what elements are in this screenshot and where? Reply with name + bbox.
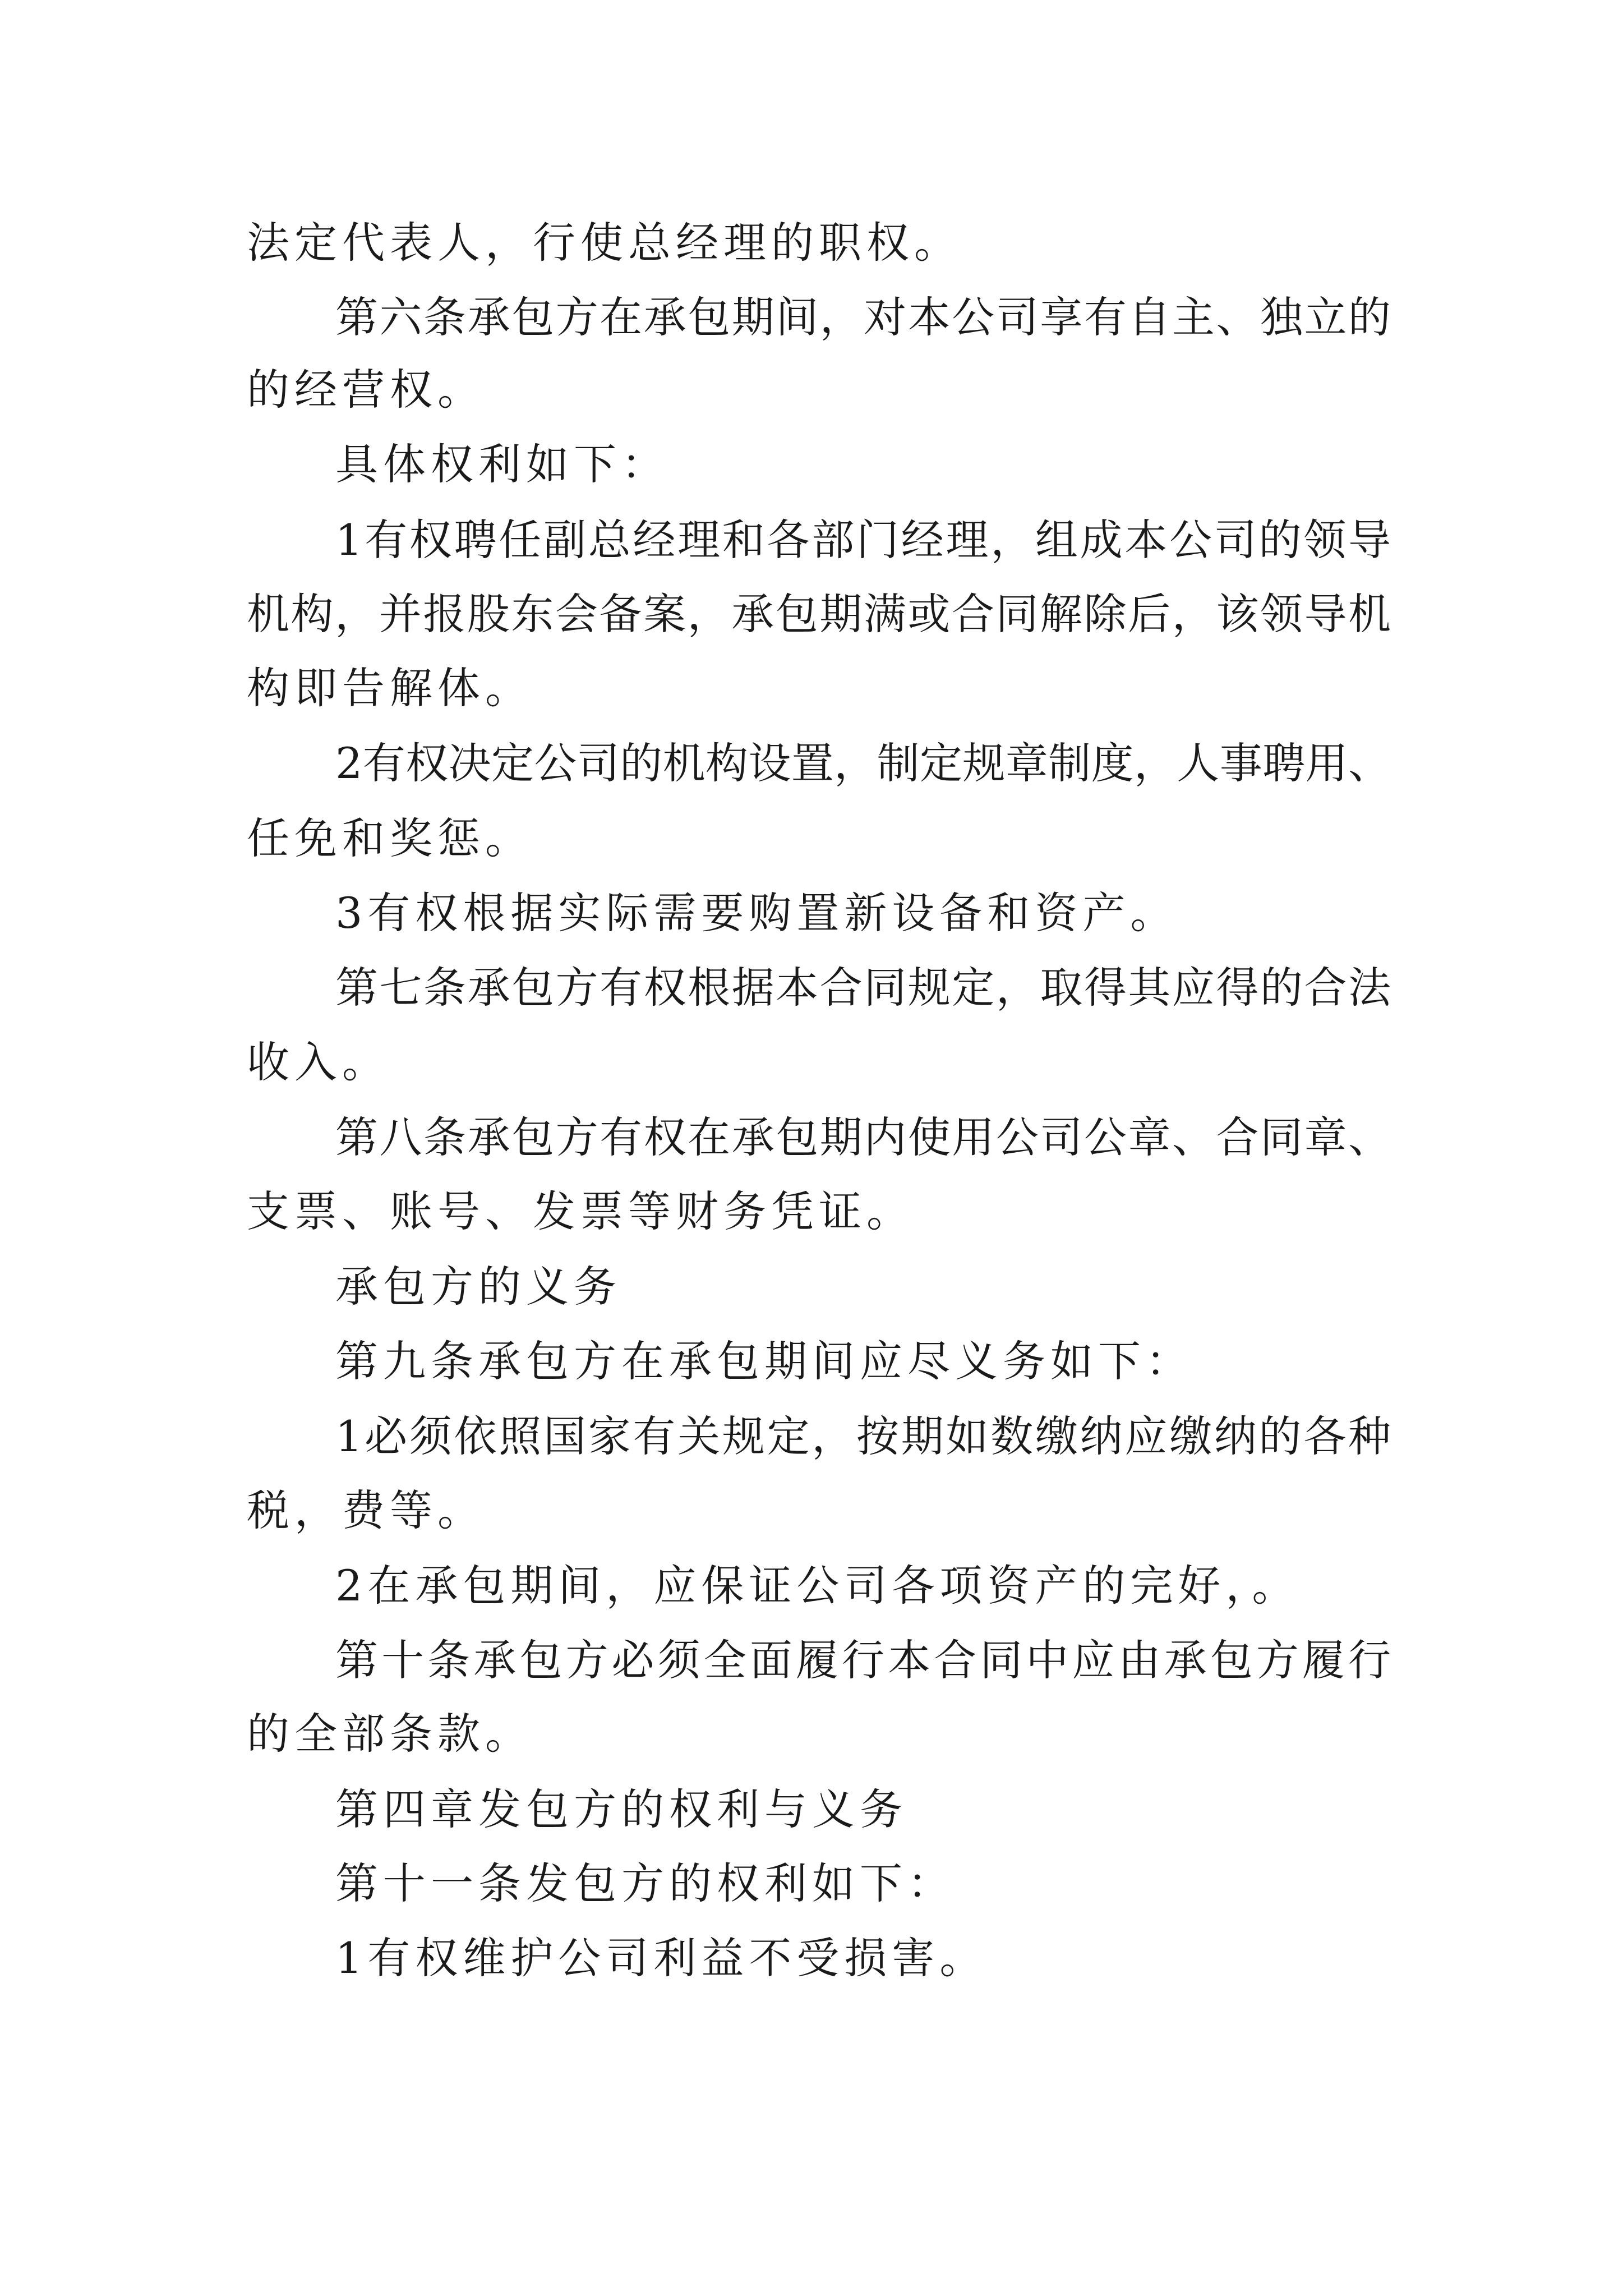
text-line: 承包方的义务 xyxy=(335,1262,621,1312)
text-line: 收入。 xyxy=(247,1037,390,1087)
text-line: 2有权决定公司的机构设置，制定规章制度，人事聘用、 xyxy=(335,738,1391,788)
text-line: 构即告解体。 xyxy=(247,663,533,713)
text-line: 机构，并报股东会备案，承包期满或合同解除后，该领导机 xyxy=(247,589,1391,639)
text-line: 的经营权。 xyxy=(247,365,485,415)
text-line: 的全部条款。 xyxy=(247,1709,533,1759)
text-line: 1有权聘任副总经理和各部门经理，组成本公司的领导 xyxy=(335,515,1391,565)
text-line: 第十条承包方必须全面履行本合同中应由承包方履行 xyxy=(335,1635,1391,1685)
text-line: 支票、账号、发票等财务凭证。 xyxy=(247,1186,914,1236)
text-line: 第八条承包方有权在承包期内使用公司公章、合同章、 xyxy=(335,1112,1391,1162)
text-line: 任免和奖惩。 xyxy=(247,813,533,863)
text-line: 第六条承包方在承包期间，对本公司享有自主、独立的 xyxy=(335,292,1391,342)
text-line: 第九条承包方在承包期间应尽义务如下： xyxy=(335,1336,1193,1386)
text-line: 法定代表人，行使总经理的职权。 xyxy=(247,218,962,268)
text-line: 第十一条发包方的权利如下： xyxy=(335,1858,955,1908)
text-line: 具体权利如下： xyxy=(335,439,669,489)
text-line: 1必须依照国家有关规定，按期如数缴纳应缴纳的各种 xyxy=(335,1411,1391,1461)
text-line: 1有权维护公司利益不受损害。 xyxy=(335,1933,988,1983)
text-line: 第四章发包方的权利与义务 xyxy=(335,1784,907,1834)
text-line: 税，费等。 xyxy=(247,1485,485,1535)
text-line: 第七条承包方有权根据本合同规定，取得其应得的合法 xyxy=(335,963,1391,1013)
text-line: 3有权根据实际需要购置新设备和资产。 xyxy=(335,888,1178,938)
text-line: 2在承包期间，应保证公司各项资产的完好，。 xyxy=(335,1561,1300,1611)
